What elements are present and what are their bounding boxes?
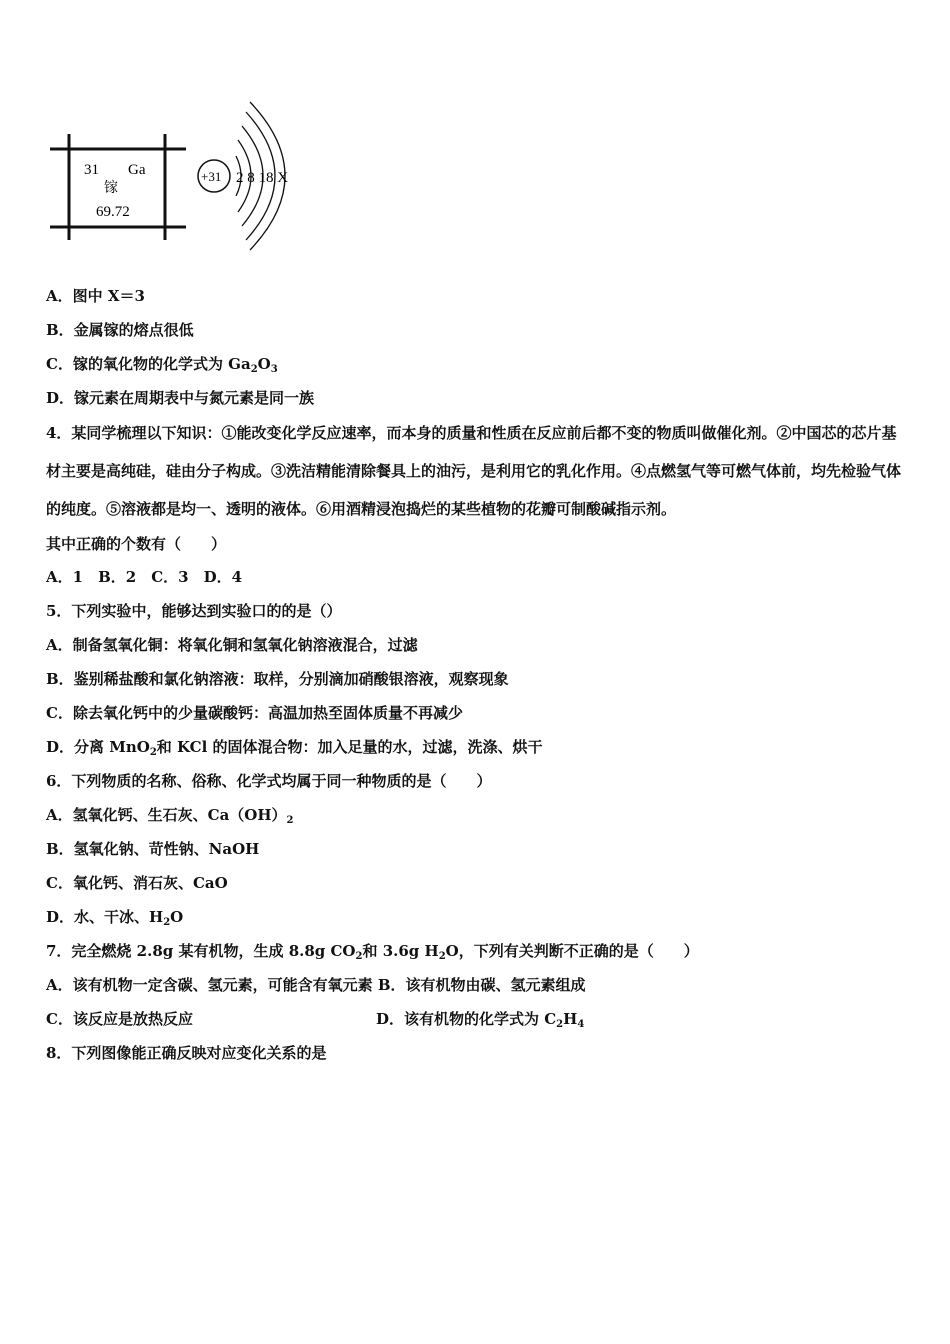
q7-stem-text: 7．完全燃烧 2.8g 某有机物，生成 8.8g CO bbox=[46, 942, 356, 960]
q6-d-post: O bbox=[170, 908, 184, 926]
q4-options: A．1 B．2 C．3 D．4 bbox=[46, 568, 243, 586]
q7-d-mid: H bbox=[563, 1010, 578, 1028]
q3-option-d: D．镓元素在周期表中与氮元素是同一族 bbox=[46, 389, 315, 407]
q6-d-sub: 2 bbox=[163, 917, 171, 928]
q5-option-d bbox=[46, 737, 543, 763]
q6-stem: 6．下列物质的名称、俗称、化学式均属于同一种物质的是（ ） bbox=[46, 772, 492, 790]
q5-d-post: 和 KCl 的固体混合物：加入足量的水，过滤，洗涤、烘干 bbox=[156, 738, 543, 756]
q3-c-sub2: 3 bbox=[270, 364, 278, 375]
q7-stem bbox=[46, 941, 699, 967]
q5-option-a: A．制备氢氧化铜：将氧化铜和氢氧化钠溶液混合，过滤 bbox=[46, 636, 418, 654]
q7-options-ab: A．该有机物一定含碳、氢元素，可能含有氧元素 B．该有机物由碳、氢元素组成 bbox=[46, 976, 586, 994]
q6-option-b: B．氢氧化钠、苛性钠、NaOH bbox=[46, 840, 260, 858]
q3-option-b: B．金属镓的熔点很低 bbox=[46, 321, 194, 339]
q6-a-sub: 2 bbox=[286, 815, 294, 826]
q5-d-sub: 2 bbox=[149, 747, 157, 758]
q7-option-d bbox=[376, 1009, 584, 1035]
q3-c-text: C．镓的氧化物的化学式为 Ga bbox=[46, 355, 251, 373]
q3-c-mid: O bbox=[257, 355, 271, 373]
q4-stem: 4．某同学梳理以下知识：①能改变化学反应速率，而本身的质量和性质在反应前后都不变的物质叫做催化剂。②中国芯的芯片基材主要是高纯硅，硅由分子构成。③洗洁精能清除餐具上的油污，是利用它的乳化作用。④点燃氢气等可燃气体前，均先检验气体的纯度。⑤溶液都是均一、透明的液体。⑥用酒精浸泡捣烂的某些植物的花瓣可制酸碱指示剂。 bbox=[46, 424, 902, 518]
q7-stem-post: O，下列有关判断不正确的是（ ） bbox=[445, 942, 699, 960]
q3-option-c bbox=[46, 354, 278, 380]
atomic-mass: 69.72 bbox=[96, 204, 130, 220]
q7-d-text: D．该有机物的化学式为 C bbox=[376, 1010, 557, 1028]
q7-option-c: C．该反应是放热反应 bbox=[46, 1010, 193, 1028]
gallium-figure bbox=[40, 92, 320, 252]
q5-stem: 5．下列实验中，能够达到实验口的的是（） bbox=[46, 602, 342, 620]
q5-d-text: D．分离 MnO bbox=[46, 738, 150, 756]
q7-d-sub1: 2 bbox=[556, 1019, 564, 1030]
nucleus-charge: +31 bbox=[201, 169, 222, 184]
q3-c-sub1: 2 bbox=[250, 364, 258, 375]
element-name: 镓 bbox=[104, 180, 118, 196]
q4-question: 其中正确的个数有（ ） bbox=[46, 535, 227, 553]
q7-stem-mid: 和 3.6g H bbox=[362, 942, 439, 960]
q6-option-a bbox=[46, 805, 294, 831]
q6-d-text: D．水、干冰、H bbox=[46, 908, 164, 926]
q6-a-text: A．氢氧化钙、生石灰、Ca（OH） bbox=[46, 806, 287, 824]
q5-option-c: C．除去氧化钙中的少量碳酸钙：高温加热至固体质量不再减少 bbox=[46, 704, 463, 722]
q6-option-d bbox=[46, 907, 183, 933]
q8-stem: 8．下列图像能正确反映对应变化关系的是 bbox=[46, 1044, 327, 1062]
q5-option-b: B．鉴别稀盐酸和氯化钠溶液：取样，分别滴加硝酸银溶液，观察现象 bbox=[46, 670, 509, 688]
q3-option-a: A．图中 X＝3 bbox=[46, 287, 145, 305]
q6-option-c: C．氧化钙、消石灰、CaO bbox=[46, 874, 228, 892]
shell-electrons: 2 8 18 X bbox=[236, 170, 289, 186]
periodic-cell bbox=[50, 134, 186, 240]
element-symbol: Ga bbox=[128, 162, 146, 178]
q7-d-sub2: 4 bbox=[577, 1019, 585, 1030]
q7-stem-sub2: 2 bbox=[438, 951, 446, 962]
atomic-number: 31 bbox=[84, 162, 99, 178]
q7-stem-sub1: 2 bbox=[355, 951, 363, 962]
